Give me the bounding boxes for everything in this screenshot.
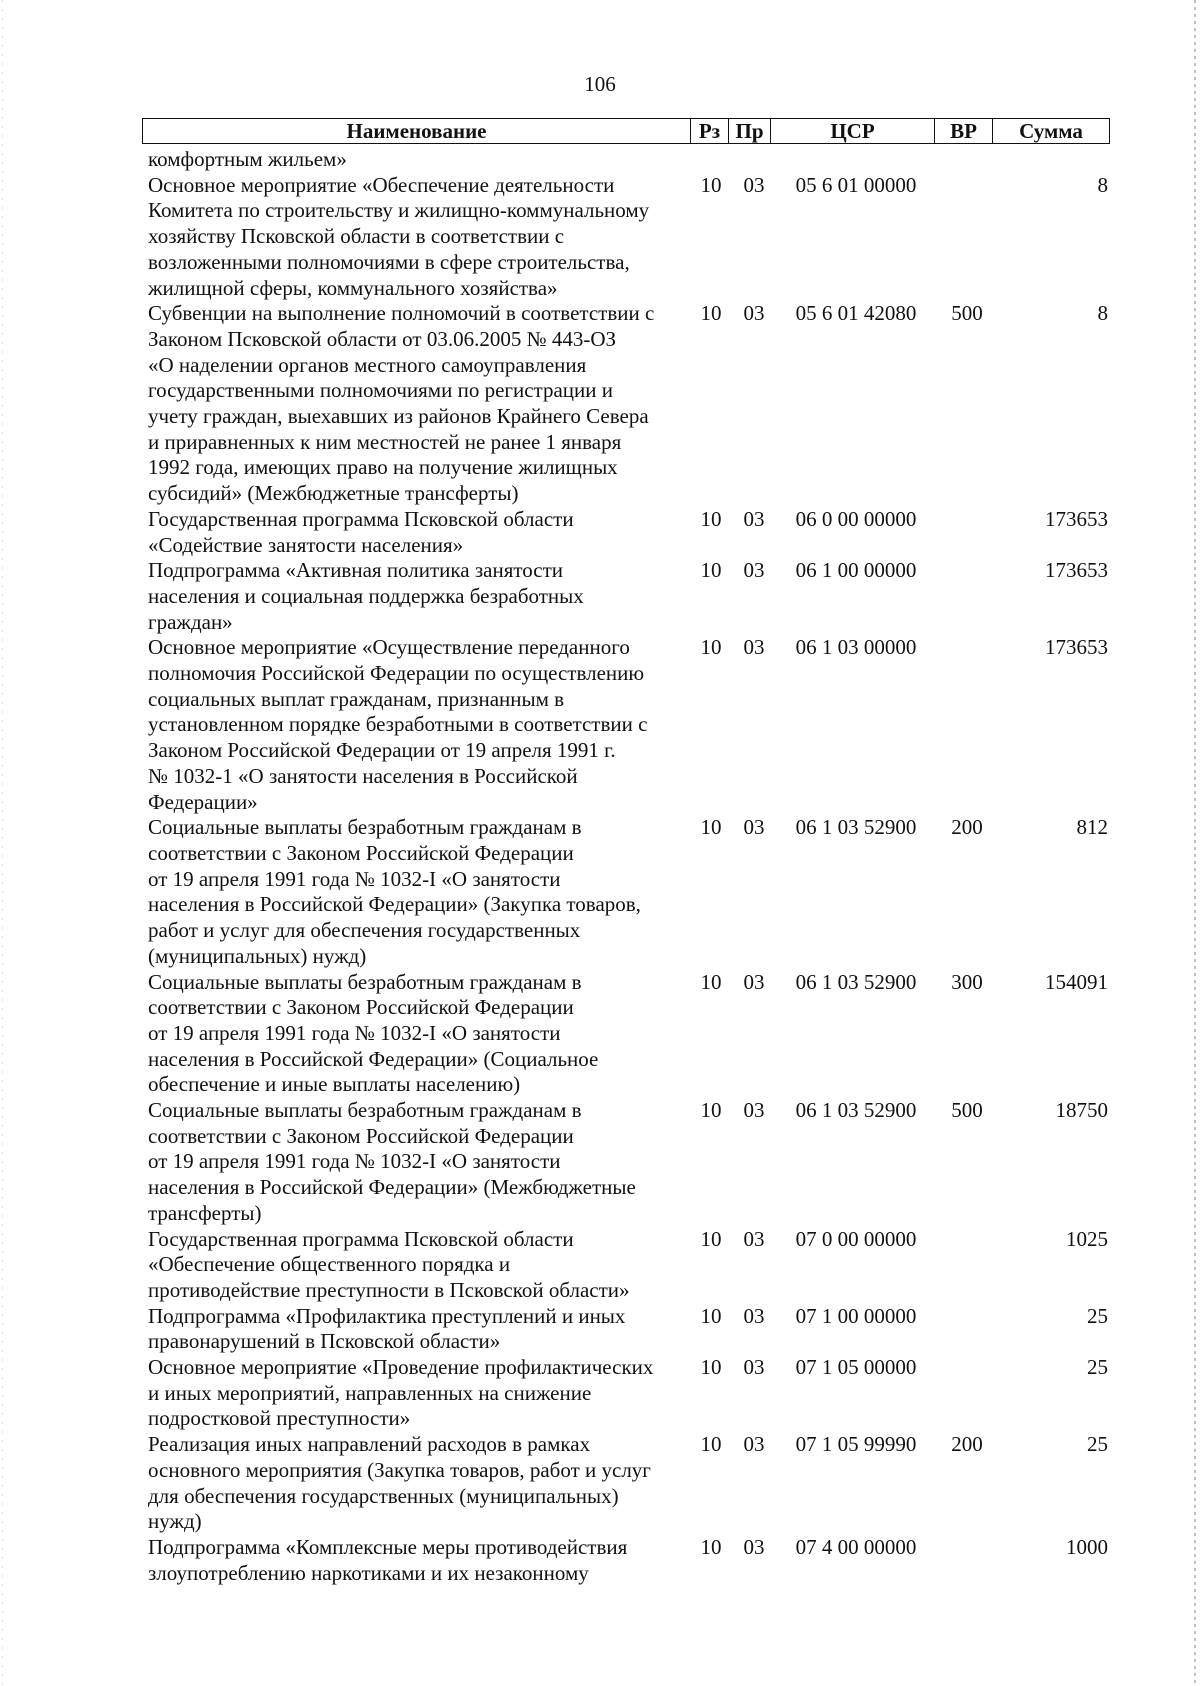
cell-vr	[938, 635, 996, 815]
cell-name: Социальные выплаты безработным гражданам в соответствии с Законом Российской Федерации от 19 апреля 1991 года № 1032-I «О занятости населения в Российской Федерации» (Социальное обеспечение и иные выплаты населению)	[148, 969, 599, 1097]
table-row	[148, 1355, 1110, 1432]
scan-edge-right	[1194, 0, 1196, 1686]
table-body	[148, 147, 1110, 1586]
cell-vr: 500	[951, 301, 983, 326]
cell-pr: 03	[743, 1355, 765, 1380]
cell-name: Подпрограмма «Комплексные меры противодействия злоупотреблению наркотиками и их незаконному	[148, 1534, 628, 1585]
cell-sum: 1000	[1066, 1534, 1108, 1559]
cell-csr: 07 4 00 00000	[795, 1534, 917, 1559]
table-row	[148, 173, 1110, 302]
cell-csr: 05 6 01 42080	[795, 301, 917, 326]
header-vr: ВР	[935, 119, 993, 143]
table-row	[148, 1432, 1110, 1535]
cell-csr: 06 1 00 00000	[795, 558, 917, 583]
table-row	[148, 1098, 1110, 1227]
cell-vr	[938, 173, 996, 302]
cell-pr: 03	[743, 558, 765, 583]
cell-rz: 10	[700, 1303, 722, 1328]
cell-rz: 10	[700, 1355, 722, 1380]
cell-pr: 03	[743, 301, 765, 326]
table-row	[148, 815, 1110, 969]
page-number: 106	[584, 72, 616, 96]
cell-name: Основное мероприятие «Осуществление переданного полномочия Российской Федерации по осуществлению социальных выплат гражданам, признанным в установленном порядке безработными в соответствии с Законом Российской Федерации от 19 апреля 1991 г. № 1032-1 «О занятости населения в Российской Федерации»	[148, 635, 648, 814]
cell-name: Субвенции на выполнение полномочий в соответствии с Законом Псковской области от 03.06.2005 № 443-ОЗ «О наделении органов местного самоуправления государственными полномочиями по регистрации и учету граждан, выехавших из районов Крайнего Севера и приравненных к ним местностей не ранее 1 января 1992 года, имеющих право на получение жилищных субсидий» (Межбюджетные трансферты)	[148, 301, 655, 506]
cell-vr	[938, 147, 996, 173]
header-rz: Рз	[691, 119, 729, 143]
cell-pr: 03	[743, 815, 765, 840]
table-row	[148, 147, 1110, 173]
cell-csr: 07 0 00 00000	[795, 1226, 917, 1251]
cell-rz: 10	[700, 172, 722, 197]
cell-csr: 05 6 01 00000	[795, 172, 917, 197]
cell-pr: 03	[743, 1432, 765, 1457]
cell-pr: 03	[743, 1098, 765, 1123]
cell-csr: 07 1 05 00000	[795, 1355, 917, 1380]
cell-rz: 10	[700, 1534, 722, 1559]
header-csr: ЦСР	[771, 119, 935, 143]
cell-pr: 03	[743, 635, 765, 660]
table-row	[148, 558, 1110, 635]
cell-rz: 10	[700, 1432, 722, 1457]
table-header	[142, 118, 1110, 144]
cell-vr	[938, 1355, 996, 1432]
cell-name: Государственная программа Псковской области «Содействие занятости населения»	[148, 506, 574, 557]
header-sum: Сумма	[1019, 119, 1083, 143]
cell-pr: 03	[743, 506, 765, 531]
cell-csr: 06 1 03 00000	[795, 635, 917, 660]
cell-csr: 07 1 05 99990	[795, 1432, 917, 1457]
cell-rz: 10	[700, 635, 722, 660]
cell-rz: 10	[700, 1226, 722, 1251]
cell-sum: 173653	[1045, 558, 1108, 583]
cell-vr: 500	[951, 1098, 983, 1123]
table-row	[148, 970, 1110, 1099]
cell-pr: 03	[743, 1226, 765, 1251]
cell-sum: 812	[1076, 815, 1108, 840]
cell-sum: 154091	[1045, 969, 1108, 994]
cell-rz	[688, 147, 734, 173]
cell-pr	[734, 147, 774, 173]
table-row	[148, 301, 1110, 507]
cell-sum: 8	[1097, 172, 1108, 197]
cell-csr: 07 1 00 00000	[795, 1303, 917, 1328]
cell-csr	[774, 147, 938, 173]
cell-vr	[938, 558, 996, 635]
cell-name: Социальные выплаты безработным гражданам в соответствии с Законом Российской Федерации от 19 апреля 1991 года № 1032-I «О занятости населения в Российской Федерации» (Закупка товаров, работ и услуг для обеспечения государственных (муниципальных) нужд)	[148, 815, 641, 968]
cell-csr: 06 1 03 52900	[795, 969, 917, 994]
cell-sum: 8	[1097, 301, 1108, 326]
cell-sum: 173653	[1045, 635, 1108, 660]
cell-sum: 25	[1087, 1355, 1108, 1380]
cell-rz: 10	[700, 815, 722, 840]
table-row	[148, 1227, 1110, 1304]
cell-sum: 173653	[1045, 506, 1108, 531]
cell-csr: 06 1 03 52900	[795, 1098, 917, 1123]
cell-vr	[938, 1227, 996, 1304]
header-name: Наименование	[143, 119, 691, 143]
cell-sum: 18750	[1055, 1098, 1108, 1123]
table-row	[148, 1535, 1110, 1586]
cell-sum	[996, 147, 1110, 173]
table-row	[148, 635, 1110, 815]
table-row	[148, 1304, 1110, 1355]
cell-rz: 10	[700, 969, 722, 994]
cell-sum: 25	[1087, 1303, 1108, 1328]
cell-pr: 03	[743, 969, 765, 994]
cell-csr: 06 0 00 00000	[795, 506, 917, 531]
cell-name: Подпрограмма «Активная политика занятости населения и социальная поддержка безработных граждан»	[148, 558, 584, 634]
cell-name: комфортным жильем»	[148, 147, 347, 171]
cell-vr	[938, 1535, 996, 1586]
scan-edge-left	[2, 0, 3, 1686]
cell-rz: 10	[700, 301, 722, 326]
cell-name: Реализация иных направлений расходов в рамках основного мероприятия (Закупка товаров, работ и услуг для обеспечения государственных (муниципальных) нужд)	[148, 1432, 651, 1534]
cell-name: Основное мероприятие «Проведение профилактических и иных мероприятий, направленных на снижение подростковой преступности»	[148, 1355, 654, 1431]
cell-name: Основное мероприятие «Обеспечение деятельности Комитета по строительству и жилищно-коммунальному хозяйству Псковской области в соответствии с возложенными полномочиями в сфере строительства, жилищной сферы, коммунального хозяйства»	[148, 172, 650, 300]
header-pr: Пр	[729, 119, 771, 143]
cell-name: Государственная программа Псковской области «Обеспечение общественного порядка и противодействие преступности в Псковской области»	[148, 1226, 630, 1302]
cell-vr: 300	[951, 969, 983, 994]
cell-pr: 03	[743, 172, 765, 197]
cell-pr: 03	[743, 1534, 765, 1559]
cell-name: Подпрограмма «Профилактика преступлений и иных правонарушений в Псковской области»	[148, 1303, 626, 1354]
cell-vr: 200	[951, 1432, 983, 1457]
cell-vr	[938, 1304, 996, 1355]
cell-csr: 06 1 03 52900	[795, 815, 917, 840]
cell-rz: 10	[700, 558, 722, 583]
cell-vr: 200	[951, 815, 983, 840]
table-row	[148, 507, 1110, 558]
cell-rz: 10	[700, 1098, 722, 1123]
cell-rz: 10	[700, 506, 722, 531]
cell-vr	[938, 507, 996, 558]
cell-pr: 03	[743, 1303, 765, 1328]
cell-sum: 1025	[1066, 1226, 1108, 1251]
cell-name: Социальные выплаты безработным гражданам в соответствии с Законом Российской Федерации от 19 апреля 1991 года № 1032-I «О занятости населения в Российской Федерации» (Межбюджетные трансферты)	[148, 1098, 636, 1225]
cell-sum: 25	[1087, 1432, 1108, 1457]
